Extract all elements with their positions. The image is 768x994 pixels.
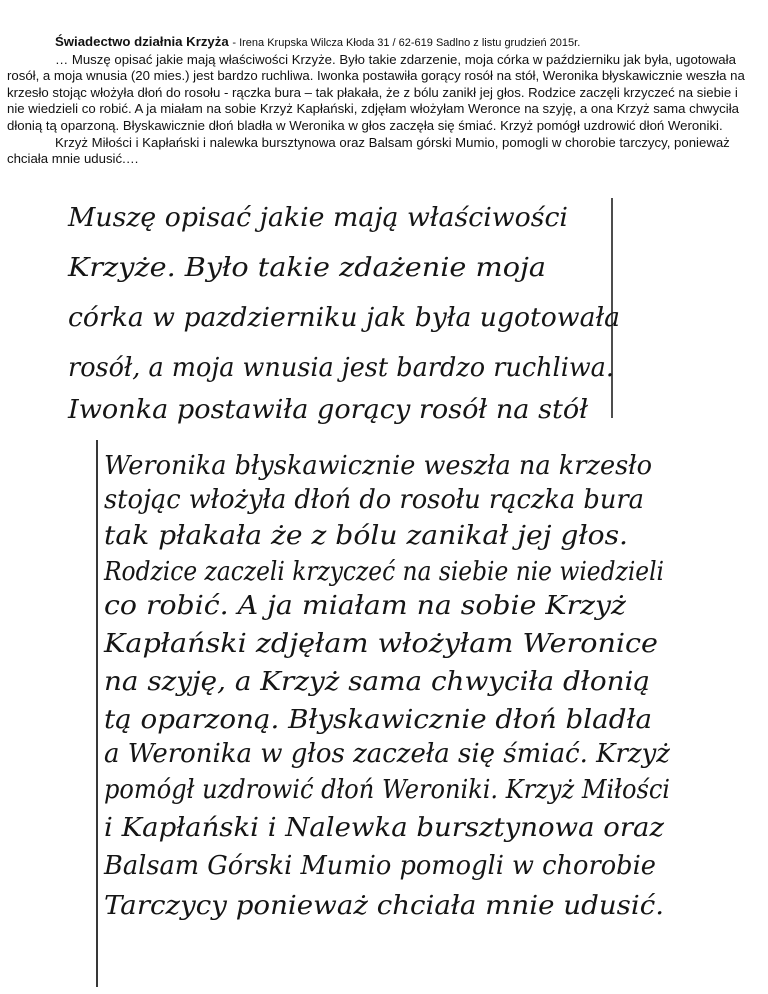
handwritten-line: a Weronika w głos zaczeła się śmiać. Krzyż (104, 739, 671, 769)
handwriting-page-2 (103, 451, 670, 921)
handwritten-line: Kapłański zdjęłam włożyłam Weronice (102, 629, 658, 659)
handwritten-line: Iwonka postawiła gorący rosół na stół (66, 395, 589, 425)
document-source: - Irena Krupska Wilcza Kłoda 31 / 62-619 Sadlno z listu grudzień 2015r. (232, 37, 581, 49)
handwritten-line: na szyję, a Krzyż sama chwyciła dłonią (104, 667, 650, 697)
handwritten-line: Weronika błyskawicznie weszła na krzesło (104, 451, 652, 481)
handwriting-page-1 (67, 203, 620, 425)
handwritten-line: pomógł uzdrowić dłoń Weroniki. Krzyż Miłości (104, 775, 670, 805)
handwritten-line: co robić. A ja miałam na sobie Krzyż (104, 591, 627, 621)
handwritten-line: Tarczycy ponieważ chciała mnie udusić. (104, 891, 664, 921)
handwritten-line: córka w pazdzierniku jak była ugotowała (68, 303, 620, 333)
handwritten-line: tak płakała że z bólu zanikał jej głos. (104, 521, 628, 551)
paragraph-thyroid: Krzyż Miłości i Kapłański i nalewka bursztynowa oraz Balsam górski Mumio, pomogli w chorobie tarczycy, ponieważ chciała mnie udusić.… (7, 134, 730, 167)
handwritten-line: Balsam Górski Mumio pomogli w chorobie (103, 851, 657, 881)
handwritten-line: i Kapłański i Nalewka bursztynowa oraz (104, 813, 665, 843)
handwritten-line: rosół, a moja wnusia jest bardzo ruchliwa. (68, 353, 614, 383)
handwritten-line: tą oparzoną. Błyskawicznie dłoń bladła (104, 705, 652, 735)
handwritten-line: Rodzice zaczeli krzyczeć na siebie nie wiedzieli (103, 557, 664, 587)
handwritten-line: stojąc włożyła dłoń do rosołu rączka bura (104, 485, 644, 515)
handwritten-letter-scan (0, 192, 768, 994)
handwritten-line: Muszę opisać jakie mają właściwości (66, 203, 568, 233)
handwritten-line: Krzyże. Było takie zdażenie moja (66, 253, 547, 283)
document-title: Świadectwo działnia Krzyża (55, 34, 229, 49)
typed-transcription (7, 34, 757, 168)
document-heading (7, 34, 757, 52)
paragraph-testimony: … Muszę opisać jakie mają właściwości Krzyże. Było takie zdarzenie, moja córka w październiku jak była, ugotowała rosół, a moja wnusia (20 mies.) jest bardzo ruchliwa. Iwonka postawiła gorący rosół na stół, Weronika błyskawicznie weszła na krzesło stojąc włożyła dłoń do rosołu - rączka bura – tak płakała, że z bólu zanikł jej głos. Rodzice zaczęli krzyczeć na siebie i nie wiedzieli co robić. A ja miałam na sobie Krzyż Kapłański, zdjęłam włożyłam Weronce na szyję, a ona Krzyż sama chwyciła dłonią tą oparzoną. Błyskawicznie dłoń bladła w Weronika w głos zaczęła się śmiać. Krzyż pomógł uzdrowić dłoń Weroniki. (7, 51, 745, 133)
